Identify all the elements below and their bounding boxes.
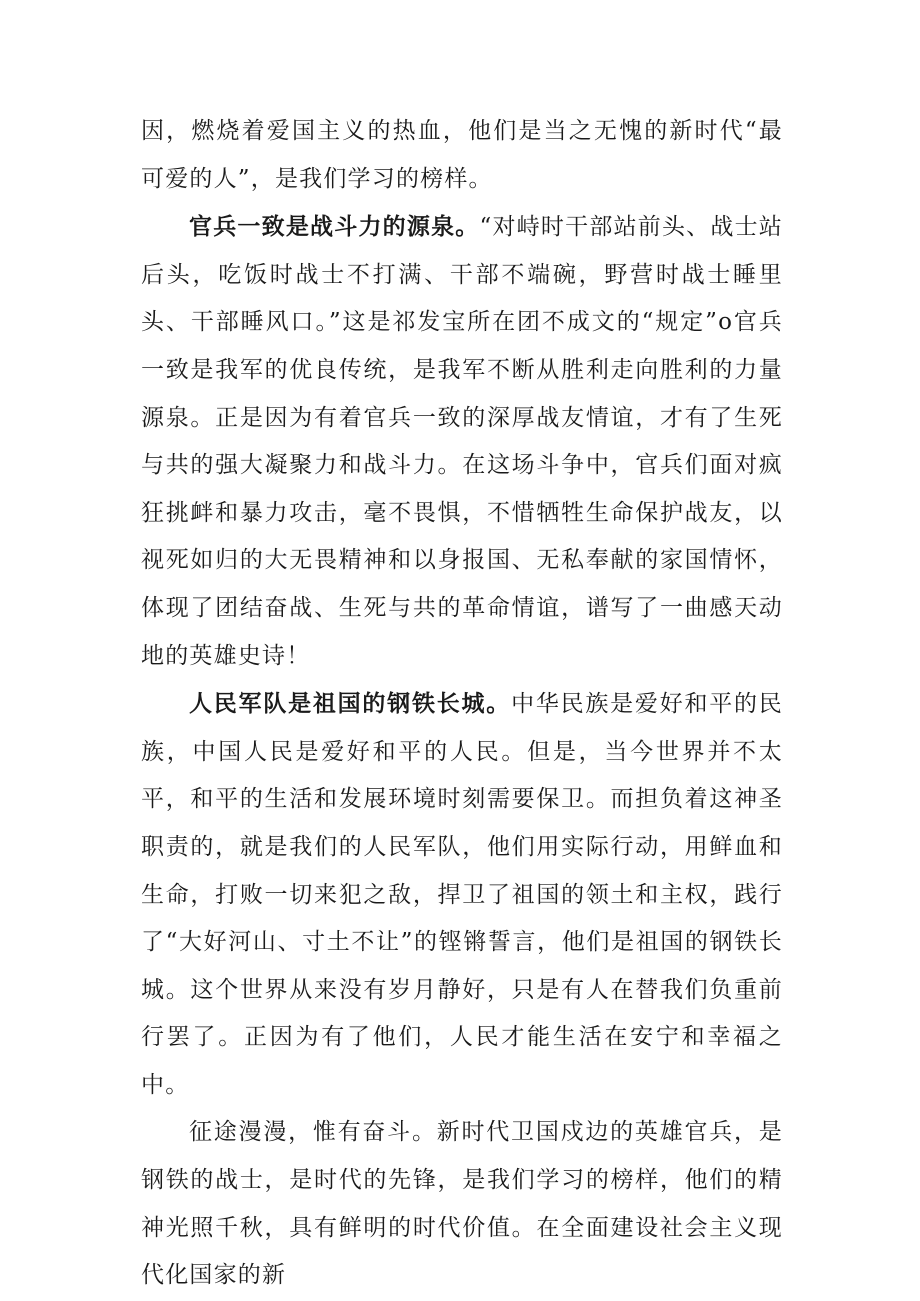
paragraph-text: “对峙时干部站前头、战士站后头，吃饭时战士不打满、干部不端碗，野营时战士睡里头、干部睡风口。”这是祁发宝所在团不成文的“规定”o官兵一致是我军的优良传统，是我军不断从胜利走向胜利的力量源泉。正是因为有着官兵一致的深厚战友情谊，才有了生死与共的强大凝聚力和战斗力。在这场斗争中，官兵们面对疯狂挑衅和暴力攻击，毫不畏惧，不惜牺牲生命保护战友，以视死如归的大无畏精神和以身报国、无私奉献的家国情怀，体现了团结奋战、生死与共的革命情谊，谱写了一曲感天动地的英雄史诗！ [141,214,784,669]
article-body [141,108,783,1300]
paragraph-text: 因，燃烧着爱国主义的热血，他们是当之无愧的新时代“最可爱的人”，是我们学习的榜样。 [141,118,783,192]
paragraph-heading: 官兵一致是战斗力的源泉。 [189,213,480,241]
paragraph-heading: 人民军队是祖国的钢铁长城。 [189,690,512,718]
paragraph-text: 征途漫漫，惟有奋斗。新时代卫国戍边的英雄官兵，是钢铁的战士，是时代的先锋，是我们学习的榜样，他们的精神光照千秋，具有鲜明的时代价值。在全面建设社会主义现代化国家的新 [141,1119,783,1289]
paragraph-text: 中华民族是爱好和平的民族，中国人民是爱好和平的人民。但是，当今世界并不太平，和平的生活和发展环境时刻需要保卫。而担负着这神圣职责的，就是我们的人民军队，他们用实际行动，用鲜血和生命，打败一切来犯之敌，捍卫了祖国的领土和主权，践行了“大好河山、寸土不让”的铿锵誓言，他们是祖国的钢铁长城。这个世界从来没有岁月静好，只是有人在替我们负重前行罢了。正因为有了他们，人民才能生活在安宁和幸福之中。 [141,691,783,1098]
paragraph-continuation [141,108,783,203]
paragraph-unity [141,203,783,680]
paragraph-great-wall [141,680,783,1109]
paragraph-conclusion [141,1109,783,1299]
